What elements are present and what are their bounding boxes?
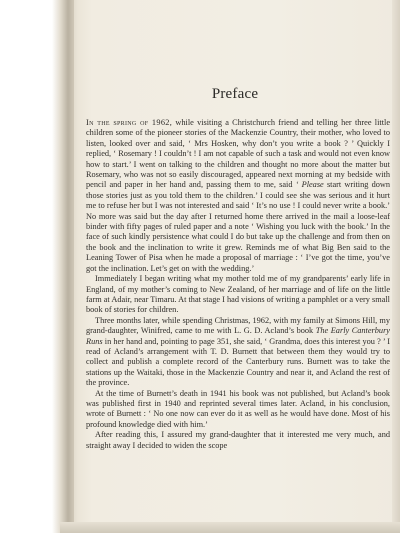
paragraph-3-text: Three months later, while spending Christmas, 1962, with my family at Simons Hill, my grand-daughter, Winifred, came to me with L. G. D. Acland’s book <box>86 315 390 336</box>
paragraph-3 <box>86 316 390 389</box>
paragraph-1-emphasis: ‘ Please <box>295 180 324 190</box>
book-gutter <box>52 0 74 533</box>
paragraph-1-end: start writing down those stories just as you told them to the children.’ I could see she was serious and it hurt me to refuse her but I was not interested and said ‘ It’s no use ! I could never write a book.’ No more was said but the day after I returned home there arrived in the mail a loose-leaf binder with fifty pages of ruled paper and a note ‘ Wishing you luck with the book.’ In the face of such kindly persistence what could I do but take up the challenge and from then on the book and the inclination to write it grew. Reminds me of what Big Ben said to the Leaning Tower of Pisa when he made a proposal of marriage : ‘ I’ve got the time, you’ve got the inclination. Let’s get on with the wedding.’ <box>86 180 391 273</box>
page-bottom-edge <box>60 522 400 533</box>
preface-body <box>86 118 390 451</box>
page-edge <box>392 0 400 533</box>
paragraph-1-text: while visiting a Christchurch friend and telling her three little children some of the pioneer stories of the Mackenzie Country, their mother, who loved to listen, looked over and said, ‘ Mrs Hosken, why don’t you write a book ? ’ Quickly I replied, ‘ Rosemary ! I couldn’t ! I am not capable of such a task and would not even know how to start.’ I went on talking to the children and thought no more about the matter but Rosemary, who was not so easily discouraged, appeared next morning at my bedside with pencil and paper in her hand and, passing them to me, said <box>86 118 391 190</box>
page-title: Preface <box>211 86 259 102</box>
paragraph-3-end: in her hand and, pointing to page 351, she said, ‘ Grandma, does this interest you ? ’ I read of Acland’s arrangement with T. D. Burnett that between them they would try to collect and publish a complete record of the Canterbury runs. Burnett was to take the stations up the Waitaki, those in the Mackenzie Country and near it, and Acland the rest of the province. <box>86 336 390 388</box>
lead-in: In the spring of 1962, <box>86 118 173 127</box>
book-title-reference: The Early Canterbury Runs <box>86 326 390 346</box>
paragraph-1 <box>86 118 390 274</box>
paragraph-2: Immediately I began writing what my mother told me of my grandparents’ early life in England, of my mother’s coming to New Zealand, of her marriage and of life on the little farm at Adair, near Timaru. At that stage I had visions of writing a pamphlet or a very small book of stories for children. <box>86 274 390 315</box>
paragraph-5: After reading this, I assured my grand-daughter that it interested me very much, and straight away I decided to widen the scope <box>86 430 390 450</box>
paragraph-4: At the time of Burnett’s death in 1941 his book was not published, but Acland’s book was published first in 1940 and reprinted several times later. Acland, in his conclusion, wrote of Burnett : ‘ No one now can ever do it as well as he would have done. Most of his profound knowledge died with him.’ <box>86 388 390 429</box>
